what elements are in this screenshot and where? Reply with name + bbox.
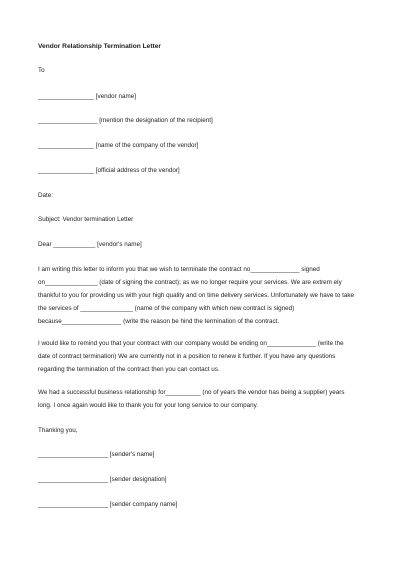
sender-name-line: ____________________ [sender's name]	[38, 451, 155, 458]
letter-title: Vendor Relationship Termination Letter	[38, 43, 161, 50]
sender-designation-line: ____________________ [sender designation]	[38, 476, 167, 483]
closing: Thanking you,	[38, 427, 78, 434]
to-label: To	[38, 67, 45, 74]
date-label: Date:	[38, 192, 54, 199]
company-line: ________________ [name of the company of the vendor]	[38, 142, 199, 149]
salutation: Dear ____________ [vendor's name]	[38, 241, 142, 248]
subject-line: Subject: Vendor termination Letter	[38, 216, 134, 223]
sender-company-line: ____________________ [sender company name]	[38, 501, 178, 508]
vendor-name-line: ________________ [vendor name]	[38, 93, 137, 100]
paragraph-1: I am writing this letter to inform you that we wish to terminate the contract no______________ signed on_______________ (date of signing the contract); as we no longer require your services. We are extrem ely thankful to you for providing us with your high quality and on time delivery services. Unfortunately we have to take the services of _______________ (name of the company with which new contract is signed) because_________________ (write the reason be hind the termination of the contract.	[38, 266, 355, 325]
address-line: ________________ [official address of the vendor]	[38, 167, 180, 174]
paragraph-3: We had a successful business relationship for__________ (no of years the vendor has being a supplier) years long. I once again would like to thank you for your long service to our company.	[38, 389, 345, 409]
designation-line: _________________ [mention the designation of the recipient]	[38, 117, 213, 124]
paragraph-2: I would like to remind you that your contract with our company would be ending on______________ (write the date of contract termination) We are currently not in a position to renew it further. If you have any questions regarding the termination of the contract then you can contact us.	[38, 340, 344, 373]
